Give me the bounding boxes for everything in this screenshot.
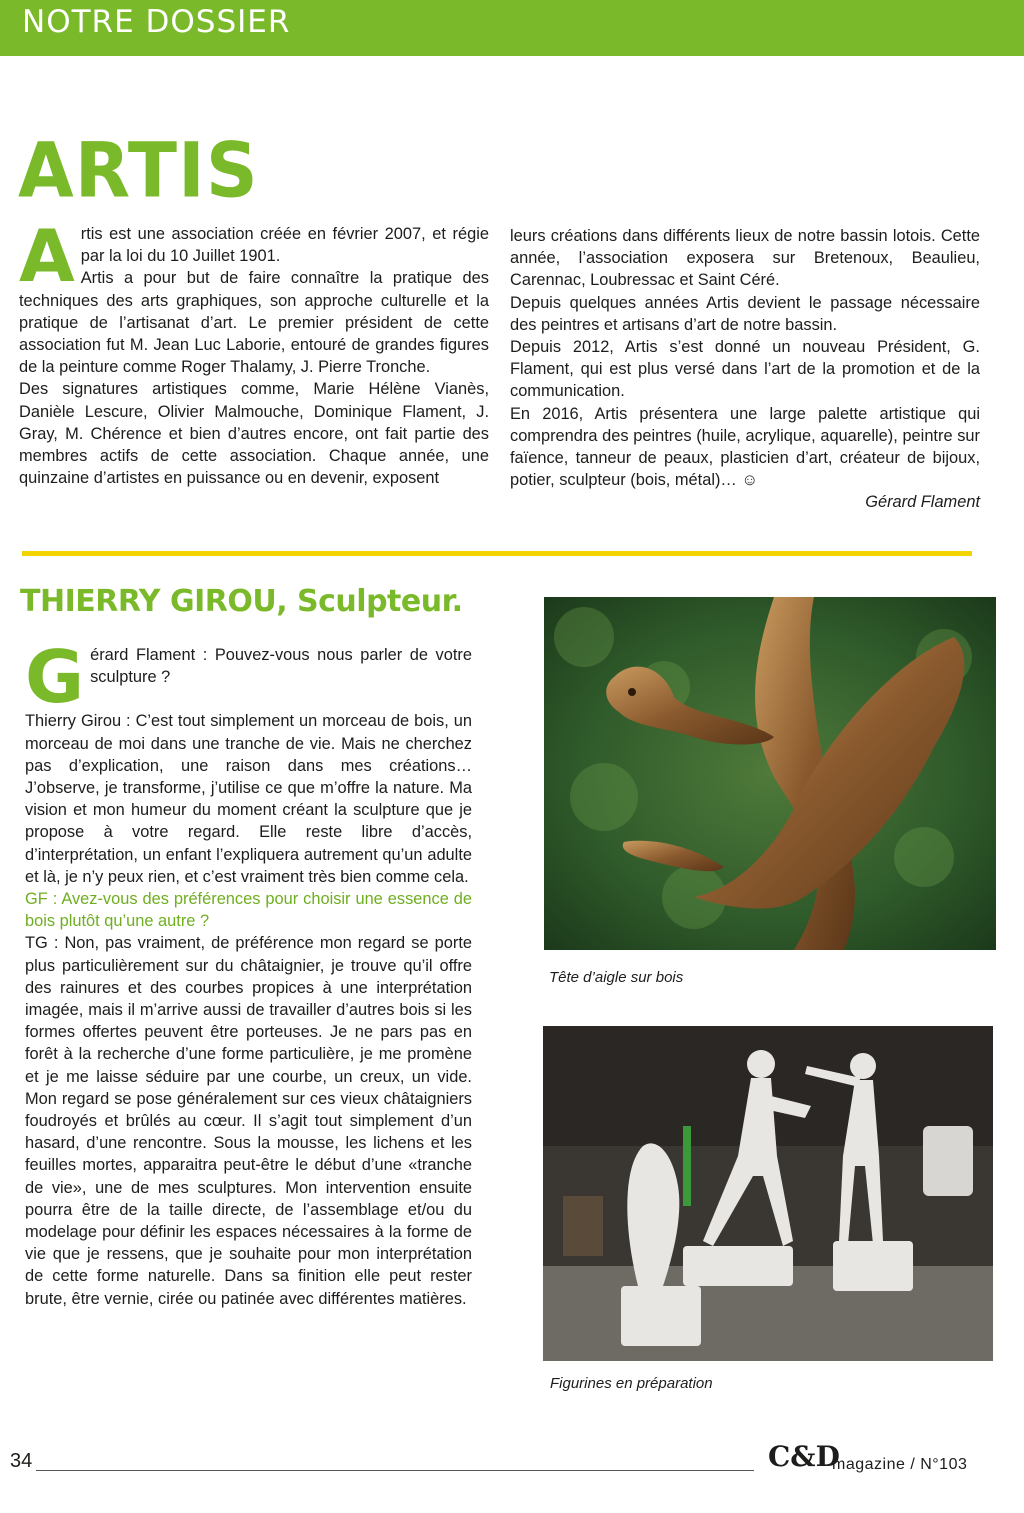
magazine-logo: C&D: [768, 1440, 840, 1473]
section-header-bar: [0, 0, 1024, 56]
question: GF : Avez-vous des préférences pour choisir une essence de bois plutôt qu’une autre ?: [25, 890, 472, 931]
drop-cap: G: [25, 635, 85, 719]
artis-right-column: [510, 225, 980, 514]
paragraph: Depuis 2012, Artis s’est donné un nouveau Président, G. Flament, qui est plus versé dans l’art de la promotion et de la communication.: [510, 338, 980, 401]
question: érard Flament : Pouvez-vous nous parler de votre sculpture ?: [90, 646, 472, 687]
drop-cap: A: [19, 214, 75, 298]
author-signature: Gérard Flament: [865, 493, 980, 512]
photo-caption: Figurines en préparation: [550, 1375, 713, 1392]
paragraph: Artis a pour but de faire connaître la pratique des techniques des arts graphiques, son approche culturelle et la pratique de l’artisanat d’art. Le premier président de cette association fut M. Jean Luc Laborie, entouré de grandes figures de la peinture comme Roger Thalamy, J. Pierre Tronche.: [19, 269, 489, 377]
section-divider: [22, 551, 972, 556]
answer: Thierry Girou : C’est tout simplement un morceau de bois, un morceau de moi dans une tranche de vie. Mais ne cherchez pas d’explication, une raison dans mes créations… J’observe, je transforme, j’utilise ce que m’offre la nature. Ma vision et mon humeur du moment créant la sculpture que je propose à votre regard. Elle reste libre d’accès, d’interprétation, un enfant l’expliquera autrement qu’un adulte et là, je n’y peux rien, et c’est vraiment très bien comme cela.: [25, 712, 472, 886]
paragraph: En 2016, Artis présentera une large palette artistique qui comprendra des peintres (huile, acrylique, aquarelle), peintre sur faïence, tanneur de peaux, plasticien d’art, créateur de bijoux, potier, sculpteur (bois, métal)… ☺: [510, 404, 980, 490]
paragraph: rtis est une association créée en février 2007, et régie par la loi du 10 Juillet 1901.: [80, 225, 489, 266]
footer-rule: [36, 1470, 754, 1471]
page-number: 34: [10, 1450, 33, 1472]
paragraph: Des signatures artistiques comme, Marie Hélène Vianès, Danièle Lescure, Olivier Malmouche, Dominique Flament, J. Gray, M. Chérence et bien d’autres encore, ont fait partie des membres actifs de cette association. Chaque année, une quinzaine d’artistes en puissance ou en devenir, exposent: [19, 380, 489, 488]
paragraph: leurs créations dans différents lieux de notre bassin lotois. Cette année, l’association exposera sur Bretenoux, Beaulieu, Carennac, Loubressac et Saint Céré.: [510, 227, 980, 290]
section-title: NOTRE DOSSIER: [22, 4, 291, 40]
artis-left-column: [19, 214, 489, 489]
paragraph: Depuis quelques années Artis devient le passage nécessaire des peintres et artisans d’art de notre bassin.: [510, 293, 980, 334]
answer: TG : Non, pas vraiment, de préférence mon regard se porte plus particulièrement sur du châtaignier, je trouve qu’il offre des rainures et des courbes propices à une interprétation imagée, mais il m’arrive aussi de travailler d’autres bois si les formes offertes peuvent être porteuses. Je ne pars pas en forêt à la recherche d’une forme particulière, je me promène et je me laisse séduire par une courbe, un creux, un vide. Mon regard se pose généralement sur ces vieux châtaigniers foudroyés et brûlés au cœur. Il s’agit tout simplement d’un hasard, d’une rencontre. Sous la mousse, les lichens et les feuilles mortes, apparaitra peut-être le début d’une «tranche de vie», une de mes sculptures. Mon intervention ensuite pourra être de la taille directe, de l’assemblage et/ou du modelage pour définir les espaces nécessaires à la forme de vie que je ressens, que je souhaite pour mon interprétation de cette forme naturelle. Dans sa finition elle peut rester brute, être vernie, cirée ou patinée avec différentes matières.: [25, 934, 472, 1308]
interview-title: THIERRY GIROU, Sculpteur.: [20, 584, 463, 619]
article-title: ARTIS: [18, 125, 259, 215]
figurines-photo: [543, 1026, 993, 1361]
eagle-sculpture-photo: [544, 597, 996, 950]
interview-column: [25, 635, 472, 1310]
magazine-issue: magazine / N°103: [832, 1456, 968, 1473]
photo-caption: Tête d’aigle sur bois: [549, 969, 684, 986]
